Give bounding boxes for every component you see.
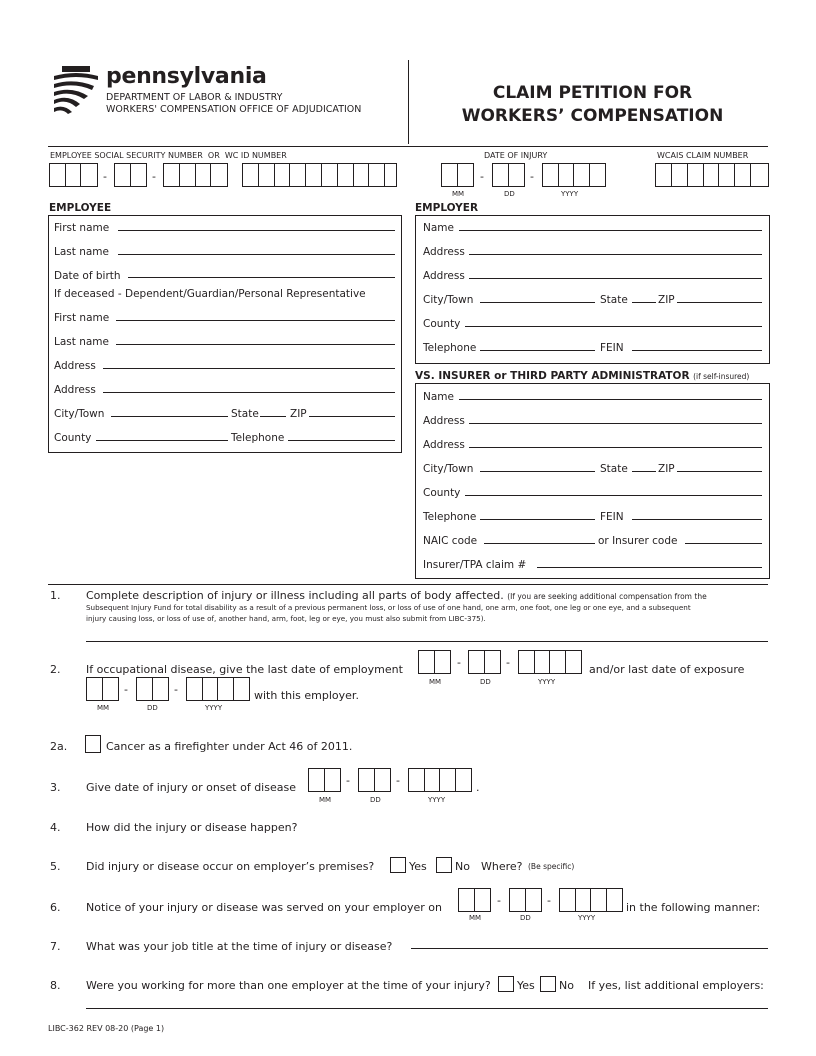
q6-text: Notice of your injury or disease was served on your employer on (86, 901, 442, 914)
insurer-heading (415, 369, 749, 382)
header-rule (48, 146, 768, 147)
pa-keystone-logo (50, 64, 102, 120)
q2a-number: 2a. (50, 740, 68, 753)
doi-yyyy-input[interactable] (542, 163, 606, 187)
employer-zip-label: ZIP (658, 294, 675, 306)
q1-number: 1. (50, 589, 61, 602)
q8-text: Were you working for more than one employer at the time of your injury? (86, 979, 491, 992)
q2-dash1: - (457, 656, 461, 669)
insurer-name-label: Name (423, 391, 454, 403)
q6-mm-input[interactable] (458, 888, 491, 912)
q2-number: 2. (50, 663, 61, 676)
wcais-label: WCAIS CLAIM NUMBER (657, 151, 749, 160)
employee-dob-input[interactable] (128, 277, 395, 278)
q5-note: (Be specific) (528, 862, 575, 871)
insurer-heading-text: VS. INSURER or THIRD PARTY ADMINISTRATOR (415, 370, 690, 382)
employee-dob-label: Date of birth (54, 270, 121, 282)
employer-name-label: Name (423, 222, 454, 234)
employer-zip-input[interactable] (677, 302, 762, 303)
q7-answer-line[interactable] (411, 948, 768, 949)
q2a-checkbox[interactable] (85, 735, 101, 753)
q2-employment-mm-input[interactable] (418, 650, 451, 674)
or-label: OR (207, 151, 220, 160)
insurer-fein-input[interactable] (632, 519, 762, 520)
insurer-address1-input[interactable] (469, 423, 762, 424)
q6-mm-label: MM (469, 914, 482, 922)
q6-dash2: - (547, 894, 551, 907)
q5-yes-checkbox[interactable] (390, 857, 406, 873)
q2a-text: Cancer as a firefighter under Act 46 of 2011. (106, 740, 353, 753)
deceased-label: If deceased - Dependent/Guardian/Personal Representative (54, 288, 366, 300)
q7-number: 7. (50, 940, 61, 953)
q6-yyyy-label: YYYY (578, 914, 596, 922)
q2-mm-label: MM (429, 678, 442, 686)
q6-number: 6. (50, 901, 61, 914)
employer-name-input[interactable] (459, 230, 762, 231)
wcid-label-text: WC ID NUMBER (224, 151, 287, 160)
doi-yyyy-label: YYYY (561, 190, 579, 198)
q2-exposure-mm-input[interactable] (86, 677, 119, 701)
insurer-county-input[interactable] (465, 495, 762, 496)
employer-address2-input[interactable] (469, 278, 762, 279)
employee-heading: EMPLOYEE (49, 202, 112, 214)
insurer-city-input[interactable] (480, 471, 595, 472)
q5-number: 5. (50, 860, 61, 873)
q8-text-b: If yes, list additional employers: (588, 979, 764, 992)
q3-dash1: - (346, 774, 350, 787)
form-title-line1: CLAIM PETITION FOR (492, 83, 693, 103)
ssn-part3-input[interactable] (163, 163, 228, 187)
doi-dash1: - (480, 170, 484, 183)
q1-text (86, 589, 707, 602)
q3-period: . (476, 781, 480, 794)
employer-fein-label: FEIN (600, 342, 624, 354)
q3-dash2: - (396, 774, 400, 787)
employee-last-name-input[interactable] (118, 254, 395, 255)
q3-dd-input[interactable] (358, 768, 391, 792)
employer-heading: EMPLOYER (415, 202, 479, 214)
q2-yyyy-label: YYYY (538, 678, 556, 686)
insurer-city-label: City/Town (423, 463, 474, 475)
employer-telephone-label: Telephone (423, 342, 477, 354)
q6-text-b: in the following manner: (626, 901, 761, 914)
q2-employment-dd-input[interactable] (468, 650, 501, 674)
insurer-code-input[interactable] (685, 543, 762, 544)
q1-note: (If you are seeking additional compensation from the (507, 592, 707, 601)
q2-dash2: - (506, 656, 510, 669)
q5-yes-label: Yes (409, 860, 427, 873)
employer-state-input[interactable] (632, 302, 656, 303)
employee-address1-input[interactable] (103, 368, 395, 369)
q1-answer-line[interactable] (86, 641, 768, 642)
q2-yyyy-label-2: YYYY (205, 704, 223, 712)
q3-yyyy-input[interactable] (408, 768, 472, 792)
employee-last-name-label: Last name (54, 246, 109, 258)
employee-address2-label: Address (54, 384, 96, 396)
employee-state-input[interactable] (260, 416, 286, 417)
q5-no-checkbox[interactable] (436, 857, 452, 873)
form-title (420, 82, 765, 128)
employee-city-label: City/Town (54, 408, 105, 420)
q6-dd-label: DD (520, 914, 531, 922)
rep-first-name-label: First name (54, 312, 110, 324)
insurer-heading-note: (if self-insured) (693, 372, 750, 381)
insurer-naic-input[interactable] (484, 543, 595, 544)
rep-first-name-input[interactable] (116, 320, 395, 321)
insurer-zip-label: ZIP (658, 463, 675, 475)
q5-no-label: No (455, 860, 470, 873)
insurer-address1-label: Address (423, 415, 465, 427)
employee-zip-input[interactable] (309, 416, 395, 417)
q1-small1: Subsequent Injury Fund for total disability as a result of a previous permanent loss, or loss of use of one hand, one arm, one foot, one leg or one eye, and a subsequent (86, 603, 691, 612)
insurer-telephone-label: Telephone (423, 511, 477, 523)
q8-number: 8. (50, 979, 61, 992)
insurer-address2-label: Address (423, 439, 465, 451)
insurer-claim-input[interactable] (537, 567, 762, 568)
employee-telephone-label: Telephone (231, 432, 285, 444)
ssn-part1-input[interactable] (49, 163, 98, 187)
q3-text: Give date of injury or onset of disease (86, 781, 296, 794)
insurer-state-label: State (600, 463, 628, 475)
employer-city-input[interactable] (480, 302, 595, 303)
q1-main: Complete description of injury or illness including all parts of body affected. (86, 589, 504, 602)
q8-yes-checkbox[interactable] (498, 976, 514, 992)
q3-mm-input[interactable] (308, 768, 341, 792)
employee-address2-input[interactable] (103, 392, 395, 393)
employee-telephone-input[interactable] (288, 440, 395, 441)
employer-telephone-input[interactable] (480, 350, 595, 351)
rep-last-name-input[interactable] (116, 344, 395, 345)
employee-zip-label: ZIP (290, 408, 307, 420)
insurer-fein-label: FEIN (600, 511, 624, 523)
form-id: LIBC-362 REV 08-20 (Page 1) (48, 1024, 165, 1033)
q6-dash1: - (497, 894, 501, 907)
q2-dash3: - (124, 683, 128, 696)
wcid-input[interactable] (242, 163, 397, 187)
doi-mm-label: MM (452, 190, 465, 198)
employee-county-label: County (54, 432, 92, 444)
q4-number: 4. (50, 821, 61, 834)
q2-text: If occupational disease, give the last date of employment (86, 663, 403, 676)
header-divider (408, 60, 409, 144)
q5-text: Did injury or disease occur on employer’s premises? (86, 860, 375, 873)
q8-no-label: No (559, 979, 574, 992)
rep-last-name-label: Last name (54, 336, 109, 348)
q4-text: How did the injury or disease happen? (86, 821, 298, 834)
employee-address1-label: Address (54, 360, 96, 372)
q2-employment-yyyy-input[interactable] (518, 650, 582, 674)
insurer-naic-label: NAIC code (423, 535, 478, 547)
employee-first-name-input[interactable] (118, 230, 395, 231)
q2-dd-label: DD (480, 678, 491, 686)
q1-small2: injury causing loss, or loss of use of, another hand, arm, foot, leg or eye, you must also submit from LIBC-375). (86, 614, 486, 623)
employee-state-label: State (231, 408, 259, 420)
wcais-input[interactable] (655, 163, 769, 187)
insurer-zip-input[interactable] (677, 471, 762, 472)
q3-yyyy-label: YYYY (428, 796, 446, 804)
doi-mm-input[interactable] (441, 163, 474, 187)
ssn-dash2: - (152, 170, 156, 183)
q3-dd-label: DD (370, 796, 381, 804)
insurer-state-input[interactable] (632, 471, 656, 472)
q6-yyyy-input[interactable] (559, 888, 623, 912)
insurer-address2-input[interactable] (469, 447, 762, 448)
doi-label: DATE OF INJURY (484, 151, 548, 160)
employee-first-name-label: First name (54, 222, 110, 234)
q2-exposure-yyyy-input[interactable] (186, 677, 250, 701)
q2-dd-label-2: DD (147, 704, 158, 712)
insurer-telephone-input[interactable] (480, 519, 595, 520)
q8-yes-label: Yes (517, 979, 535, 992)
ssn-dash1: - (103, 170, 107, 183)
insurer-name-input[interactable] (459, 399, 762, 400)
dept-line2: WORKERS' COMPENSATION OFFICE OF ADJUDICATION (106, 104, 362, 115)
employer-fein-input[interactable] (632, 350, 762, 351)
q6-dd-input[interactable] (509, 888, 542, 912)
employee-county-input[interactable] (96, 440, 228, 441)
q2-mm-label-2: MM (97, 704, 110, 712)
section-divider (48, 584, 768, 585)
q5-where-label: Where? (481, 860, 523, 873)
brand-name: pennsylvania (106, 64, 267, 89)
insurer-county-label: County (423, 487, 461, 499)
doi-dash2: - (530, 170, 534, 183)
employer-state-label: State (600, 294, 628, 306)
insurer-code-label: or Insurer code (598, 535, 678, 547)
q3-number: 3. (50, 781, 61, 794)
q2-dash4: - (174, 683, 178, 696)
insurer-claim-label: Insurer/TPA claim # (423, 559, 527, 571)
q8-no-checkbox[interactable] (540, 976, 556, 992)
employer-address1-input[interactable] (469, 254, 762, 255)
ssn-label-text: EMPLOYEE SOCIAL SECURITY NUMBER (50, 151, 203, 160)
employer-county-input[interactable] (465, 326, 762, 327)
dept-line1: DEPARTMENT OF LABOR & INDUSTRY (106, 92, 283, 103)
ssn-part2-input[interactable] (114, 163, 147, 187)
q2-exposure-dd-input[interactable] (136, 677, 169, 701)
q2-text-c: with this employer. (254, 689, 359, 702)
form-title-line2: WORKERS’ COMPENSATION (461, 106, 724, 126)
q7-text: What was your job title at the time of injury or disease? (86, 940, 393, 953)
insurer-section (415, 383, 770, 579)
q8-answer-line[interactable] (86, 1008, 768, 1009)
employer-address2-label: Address (423, 270, 465, 282)
ssn-label (50, 151, 287, 160)
employer-city-label: City/Town (423, 294, 474, 306)
q3-mm-label: MM (319, 796, 332, 804)
employer-address1-label: Address (423, 246, 465, 258)
doi-dd-input[interactable] (492, 163, 525, 187)
doi-dd-label: DD (504, 190, 515, 198)
employee-city-input[interactable] (111, 416, 228, 417)
q2-text-b: and/or last date of exposure (589, 663, 745, 676)
employer-county-label: County (423, 318, 461, 330)
